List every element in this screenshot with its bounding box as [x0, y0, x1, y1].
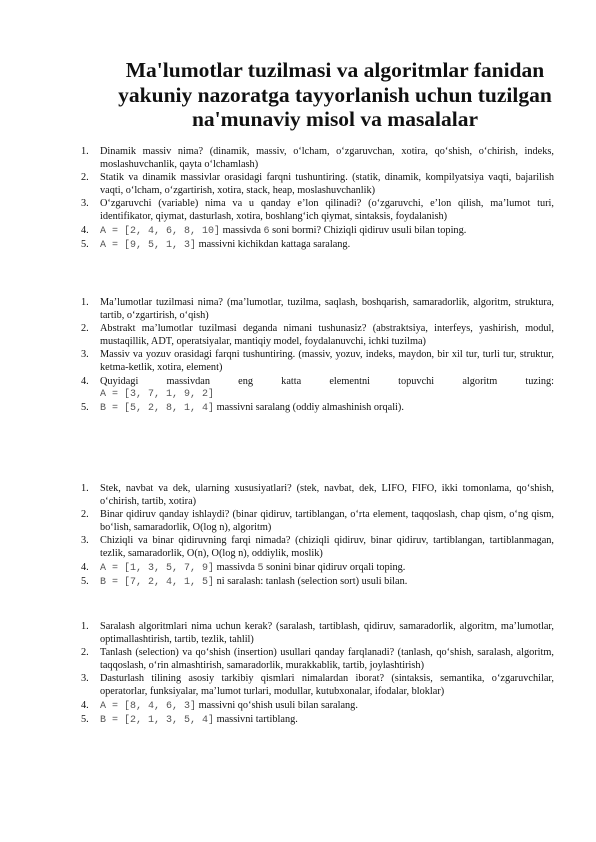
item-number: 5.: [81, 713, 89, 725]
item-number: 3.: [81, 349, 89, 361]
item-text: Dasturlash tilining asosiy tarkibiy qismlari nimalardan iborat? (sintaksis, semantika, o‘zgaruvchilar, operatorlar, funksiyalar, ma’lumot turlari, modullar, kutubxonalar, ifodalar, bloklar): [100, 673, 554, 698]
code-snippet: B = [2, 1, 3, 5, 4]: [100, 714, 215, 726]
item-number: 1.: [81, 483, 89, 494]
item-text: Ma’lumotlar tuzilmasi nima? (ma’lumotlar, tuzilma, saqlash, boshqarish, samaradorlik, algoritm, struktura, tartib, o‘zgartirish, o‘qish): [100, 297, 554, 322]
item-text: massivni qo‘shish usuli bilan saralang.: [196, 699, 358, 711]
item-number: 3.: [81, 535, 89, 547]
list-item: [81, 322, 554, 348]
code-snippet: B = [7, 2, 4, 1, 5]: [100, 576, 215, 588]
list-item: [81, 575, 554, 589]
list-item: [81, 561, 554, 575]
item-number: 4.: [81, 699, 89, 711]
item-number: 4.: [81, 561, 89, 573]
code-snippet: B = [5, 2, 8, 1, 4]: [100, 402, 215, 414]
code-snippet: 6: [263, 225, 270, 237]
item-number: 3.: [81, 673, 89, 685]
item-text: Statik va dinamik massivlar orasidagi farqni tushuntiring. (statik, dinamik, kompilyatsiya vaqti, bajarilish vaqti, o‘lcham, o‘zgartirish, xotira, stack, heap, moslashuvchanlik): [100, 172, 554, 197]
list-item: [81, 620, 554, 646]
item-text: massivda: [220, 224, 264, 236]
list-item: [81, 238, 554, 252]
item-number: 1.: [81, 621, 89, 632]
item-text: Abstrakt ma’lumotlar tuzilmasi deganda nimani tushunasiz? (abstraktsiya, interfeys, yashirish, modul, mustaqillik, ADT, operatsiyalar, mantiqiy model, foydalanuvchi, ichki tuzilma): [100, 323, 554, 348]
code-snippet: A = [2, 4, 6, 8, 10]: [100, 225, 221, 237]
item-text: massivda: [214, 561, 258, 573]
list-item: [81, 375, 554, 401]
code-snippet: A = [1, 3, 5, 7, 9]: [100, 562, 215, 574]
item-text: soni bormi? Chiziqli qidiruv usuli bilan toping.: [269, 224, 467, 236]
list-item: [81, 534, 554, 560]
item-text: Saralash algoritmlari nima uchun kerak? (saralash, tartiblash, qidiruv, samaradorlik, algoritm, ma’lumotlar, optimallashtirish, tartib, tezlik, tahlil): [100, 621, 554, 646]
list-item: [81, 672, 554, 698]
list-item: [81, 296, 554, 322]
item-text: massivni kichikdan kattaga saralang.: [196, 238, 351, 250]
question-set-2: [81, 296, 554, 415]
item-number: 5.: [81, 401, 89, 413]
item-text: Dinamik massiv nima? (dinamik, massiv, o‘lcham, o‘zgaruvchan, xotira, qo‘shish, o‘chirish, indeks, moslashuvchanlik, qayta o‘lchamlash): [100, 146, 554, 171]
item-number: 2.: [81, 509, 89, 521]
list-item: [81, 646, 554, 672]
item-number: 4.: [81, 224, 89, 236]
item-number: 2.: [81, 323, 89, 335]
list-item: [81, 348, 554, 374]
code-snippet: A = [8, 4, 6, 3]: [100, 700, 197, 712]
code-snippet: A = [9, 5, 1, 3]: [100, 239, 197, 251]
item-number: 5.: [81, 238, 89, 250]
question-set-1: [81, 145, 554, 252]
item-number: 1.: [81, 146, 89, 157]
item-number: 3.: [81, 198, 89, 210]
code-snippet: A = [3, 7, 1, 9, 2]: [100, 388, 215, 400]
item-number: 2.: [81, 647, 89, 659]
item-number: 2.: [81, 172, 89, 184]
list-item: [81, 197, 554, 223]
item-text: Massiv va yozuv orasidagi farqni tushuntiring. (massiv, yozuv, indeks, maydon, bir xil tur, turli tur, struktur, ketma-ketlik, xotira, element): [100, 349, 554, 374]
list-item: [81, 699, 554, 713]
list-item: [81, 171, 554, 197]
item-text: Tanlash (selection) va qo‘shish (insertion) usullari qanday farqlanadi? (tanlash, qo‘shish, saralash, algoritm, taqqoslash, o‘rin almashtirish, samaradorlik, murakkablik, tartib, joylashtirish): [100, 647, 554, 672]
list-item: [81, 508, 554, 534]
item-text: ni saralash: tanlash (selection sort) usuli bilan.: [214, 575, 408, 587]
list-item: [81, 482, 554, 508]
item-text: Stek, navbat va dek, ularning xususiyatlari? (stek, navbat, dek, LIFO, FIFO, ikki tomonlama, qo‘shish, o‘chirish, tartib, xotira): [100, 483, 554, 508]
item-text: sonini binar qidiruv orqali toping.: [263, 561, 406, 573]
list-item: [81, 224, 554, 238]
item-text: massivni saralang (oddiy almashinish orqali).: [214, 401, 404, 413]
code-snippet: 5: [257, 562, 264, 574]
list-item: [81, 401, 554, 415]
question-set-4: [81, 620, 554, 727]
list-item: [81, 145, 554, 171]
item-number: 1.: [81, 297, 89, 308]
item-number: 4.: [81, 375, 89, 387]
item-text: Quyidagi massivdan eng katta elementni topuvchi algoritm tuzing:: [100, 375, 554, 387]
item-text: Binar qidiruv qanday ishlaydi? (binar qidiruv, tartiblangan, o‘rta element, taqqoslash, chap qism, o‘ng qism, bo‘lish, samaradorlik, O(log n), algoritm): [100, 509, 554, 534]
item-text: Chiziqli va binar qidiruvning farqi nimada? (chiziqli qidiruv, binar qidiruv, tartiblangan, tartiblanmagan, tezlik, samaradorlik, O(n), O(log n), oddiylik, moslik): [100, 535, 554, 560]
item-number: 5.: [81, 575, 89, 587]
document-title: Ma'lumotlar tuzilmasi va algoritmlar fanidan yakuniy nazoratga tayyorlanish uchun tuzilgan na'munaviy misol va masalalar: [118, 58, 552, 131]
list-item: [81, 713, 554, 727]
item-text: massivni tartiblang.: [214, 713, 298, 725]
item-text: O‘zgaruvchi (variable) nima va u qanday e’lon qilinadi? (o‘zgaruvchi, e’lon qilish, ma’lumot turi, identifikator, qiymat, dasturlash, xotira, boshlang‘ich qiymat, sintaksis, foydalanish): [100, 198, 554, 223]
question-set-3: [81, 482, 554, 589]
